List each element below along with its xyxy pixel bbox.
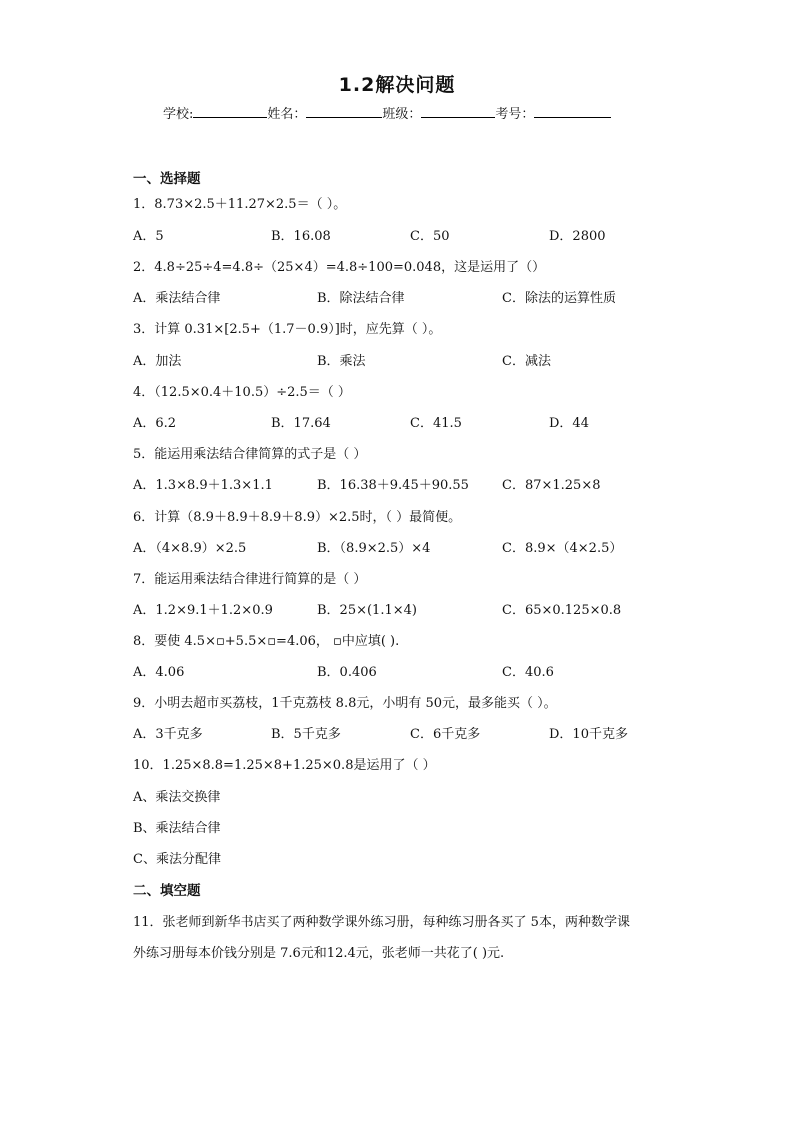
q10-option-b[interactable]: B、乘法结合律 <box>133 821 221 836</box>
question-7: 7．能运用乘法结合律进行简算的是（ ） <box>133 572 367 587</box>
section-heading-choice: 一、选择题 <box>133 171 201 187</box>
class-label: 班级： <box>382 107 422 122</box>
student-info-line <box>163 103 643 122</box>
q6-option-b[interactable]: B．（8.9×2.5）×4 <box>317 541 431 556</box>
number-blank[interactable] <box>534 105 611 118</box>
q9-option-a[interactable]: A．3千克多 <box>133 727 203 742</box>
q7-option-c[interactable]: C．65×0.125×0.8 <box>502 603 622 618</box>
q9-option-d[interactable]: D．10千克多 <box>549 727 628 742</box>
school-blank[interactable] <box>193 105 267 118</box>
q7-option-b[interactable]: B．25×(1.1×4) <box>317 603 417 618</box>
q3-option-a[interactable]: A．加法 <box>133 354 182 369</box>
class-blank[interactable] <box>421 105 495 118</box>
q2-option-c[interactable]: C．除法的运算性质 <box>502 291 616 306</box>
question-8: 8．要使 4.5×▫+5.5×▫=4.06， ▫中应填( ). <box>133 634 400 649</box>
school-label: 学校: <box>163 107 194 122</box>
q4-option-c[interactable]: C．41.5 <box>410 416 462 431</box>
q4-option-b[interactable]: B．17.64 <box>271 416 331 431</box>
question-1: 1．8.73×2.5＋11.27×2.5＝（ ）。 <box>133 197 347 212</box>
question-9: 9．小明去超市买荔枝，1千克荔枝 8.8元，小明有 50元，最多能买（ ）。 <box>133 696 557 711</box>
q10-option-c[interactable]: C、乘法分配律 <box>133 852 221 867</box>
q1-option-d[interactable]: D．2800 <box>549 229 606 244</box>
question-10: 10．1.25×8.8=1.25×8+1.25×0.8是运用了（ ） <box>133 758 436 773</box>
q8-option-a[interactable]: A．4.06 <box>133 665 185 680</box>
question-6: 6．计算（8.9＋8.9＋8.9＋8.9）×2.5时，（ ）最简便。 <box>133 510 462 525</box>
q6-option-a[interactable]: A．（4×8.9）×2.5 <box>133 541 247 556</box>
q1-option-a[interactable]: A．5 <box>133 229 164 244</box>
name-blank[interactable] <box>306 105 382 118</box>
q9-option-b[interactable]: B．5千克多 <box>271 727 341 742</box>
q6-option-c[interactable]: C．8.9×（4×2.5） <box>502 541 623 556</box>
q1-option-c[interactable]: C．50 <box>410 229 450 244</box>
question-11-line-1: 11．张老师到新华书店买了两种数学课外练习册，每种练习册各买了 5本，两种数学课 <box>133 915 630 930</box>
q3-option-b[interactable]: B．乘法 <box>317 354 366 369</box>
q1-option-b[interactable]: B．16.08 <box>271 229 331 244</box>
q4-option-d[interactable]: D．44 <box>549 416 589 431</box>
q5-option-a[interactable]: A．1.3×8.9＋1.3×1.1 <box>133 478 273 493</box>
question-4: 4．（12.5×0.4＋10.5）÷2.5＝（ ） <box>133 385 351 400</box>
page-title: 1.2解决问题 <box>338 74 456 96</box>
q2-option-a[interactable]: A．乘法结合律 <box>133 291 221 306</box>
question-3: 3．计算 0.31×[2.5+（1.7－0.9）]时，应先算（ ）。 <box>133 322 442 337</box>
question-11-line-2: 外练习册每本价钱分别是 7.6元和12.4元，张老师一共花了( )元. <box>133 946 505 961</box>
q10-option-a[interactable]: A、乘法交换律 <box>133 790 221 805</box>
question-5: 5．能运用乘法结合律简算的式子是（ ） <box>133 447 367 462</box>
question-2: 2．4.8÷25÷4=4.8÷（25×4）=4.8÷100=0.048，这是运用了（） <box>133 260 546 275</box>
q5-option-b[interactable]: B．16.38＋9.45＋90.55 <box>317 478 469 493</box>
number-label: 考号： <box>495 107 535 122</box>
q5-option-c[interactable]: C．87×1.25×8 <box>502 478 601 493</box>
section-heading-fill: 二、填空题 <box>133 883 201 899</box>
q7-option-a[interactable]: A．1.2×9.1＋1.2×0.9 <box>133 603 273 618</box>
q2-option-b[interactable]: B．除法结合律 <box>317 291 405 306</box>
q8-option-c[interactable]: C．40.6 <box>502 665 554 680</box>
q4-option-a[interactable]: A．6.2 <box>133 416 177 431</box>
q3-option-c[interactable]: C．减法 <box>502 354 551 369</box>
q9-option-c[interactable]: C．6千克多 <box>410 727 481 742</box>
q8-option-b[interactable]: B．0.406 <box>317 665 377 680</box>
name-label: 姓名： <box>267 107 307 122</box>
